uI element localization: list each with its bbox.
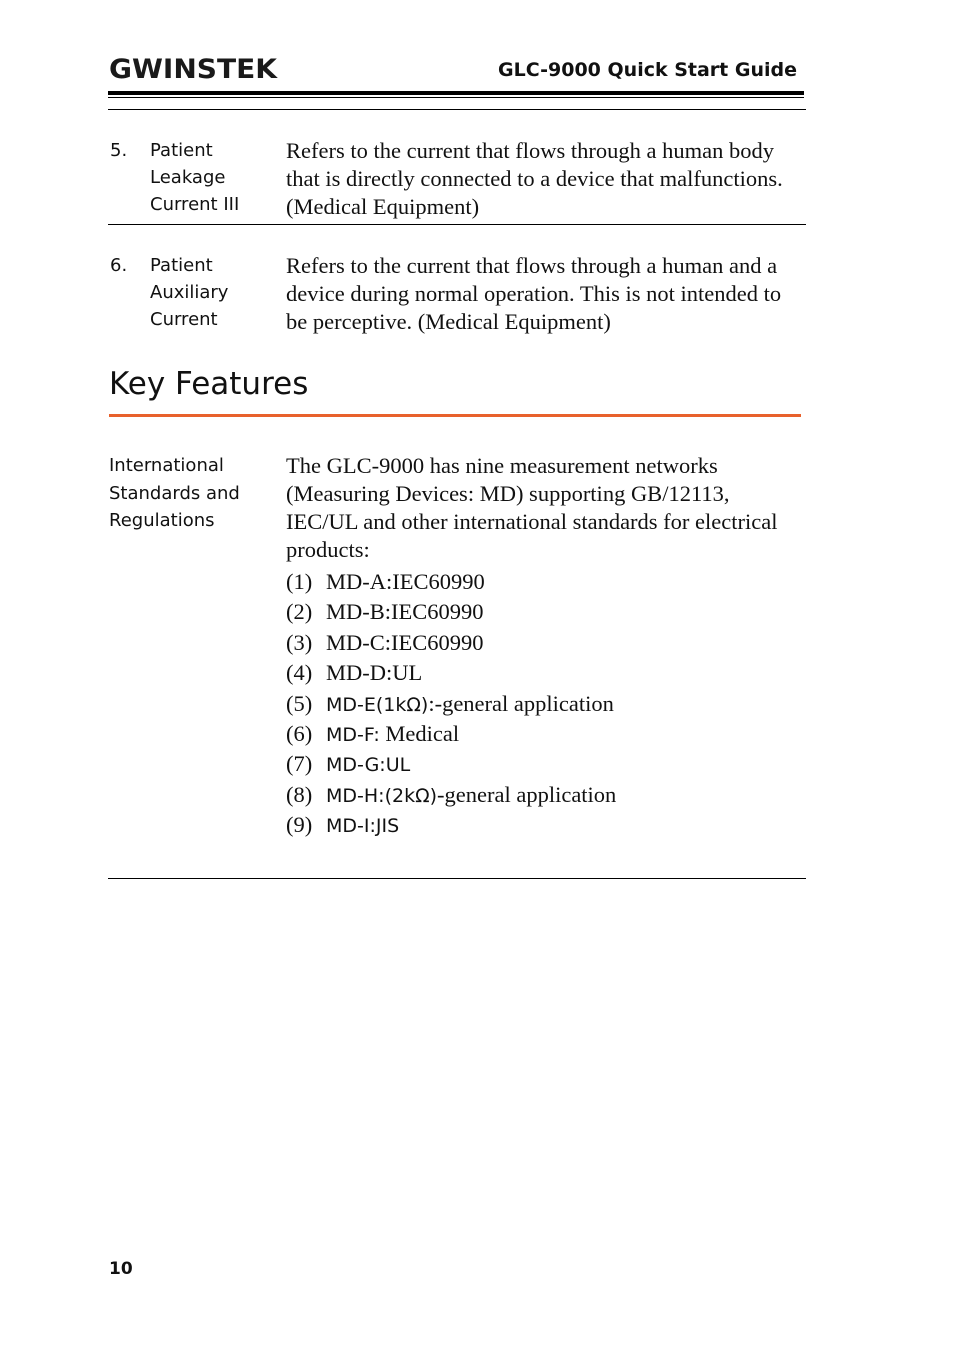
list-index: (7) [286,751,313,777]
definition-description: Refers to the current that flows through a human body that is directly connected to a device that malfunctions. (Medical Equipment) [286,138,783,219]
list-index: (8) [286,781,313,807]
list-text: MD-C:IEC60990 [326,629,484,655]
feature-term: International Standards and Regulations [109,455,240,531]
list-item [286,780,806,810]
definition-description: Refers to the current that flows through a human and a device during normal operation. This is not intended to be perceptive. (Medical Equipment) [286,253,782,334]
header-rule-thin [108,97,804,98]
list-text: :-general application [428,690,614,716]
definition-term: Patient Leakage Current III [150,140,240,215]
section-end-rule [108,878,806,879]
definition-row [108,137,806,222]
list-text: Medical [379,720,460,746]
definition-number: 5. [110,140,128,161]
definition-number: 6. [110,255,128,276]
list-item [286,658,806,688]
list-item [286,628,806,658]
list-text: MD-D:UL [326,660,423,686]
list-index: (4) [286,660,313,686]
list-item [286,597,806,627]
list-code: MD-H:(2kΩ) [326,784,438,807]
section-title-rule [109,414,801,417]
feature-description: The GLC-9000 has nine measurement networks (Measuring Devices: MD) supporting GB/12113, IEC/UL and other international standards for electrical products: [286,453,778,562]
list-text: MD-B:IEC60990 [326,599,484,625]
row-divider [108,224,806,225]
list-item [286,567,806,597]
list-item [286,810,806,840]
gwinstek-logo [109,54,279,82]
document-title: GLC-9000 Quick Start Guide [498,59,797,81]
list-text: MD-A:IEC60990 [326,569,485,594]
list-index: (2) [286,599,313,625]
list-item [286,689,806,719]
page-number: 10 [109,1259,133,1279]
list-index: (1) [286,569,313,594]
definition-term: Patient Auxiliary Current [150,255,229,330]
header-rule-lower [108,109,806,110]
list-index: (3) [286,629,313,655]
measurement-network-list [286,567,806,841]
list-code: MD-G:UL [326,754,411,777]
definition-row [108,252,806,337]
list-item [286,719,806,749]
list-index: (6) [286,720,313,746]
list-item [286,749,806,779]
list-index: (9) [286,812,313,838]
list-code: MD-I:JIS [326,815,400,838]
header-rule-thick [108,91,804,95]
list-code: MD-F: [326,723,380,746]
list-text: -general application [437,781,617,807]
section-title: Key Features [109,366,309,402]
svg-text:GWINSTEK: GWINSTEK [109,54,279,82]
list-code: MD-E(1kΩ) [326,693,429,716]
list-index: (5) [286,690,313,716]
